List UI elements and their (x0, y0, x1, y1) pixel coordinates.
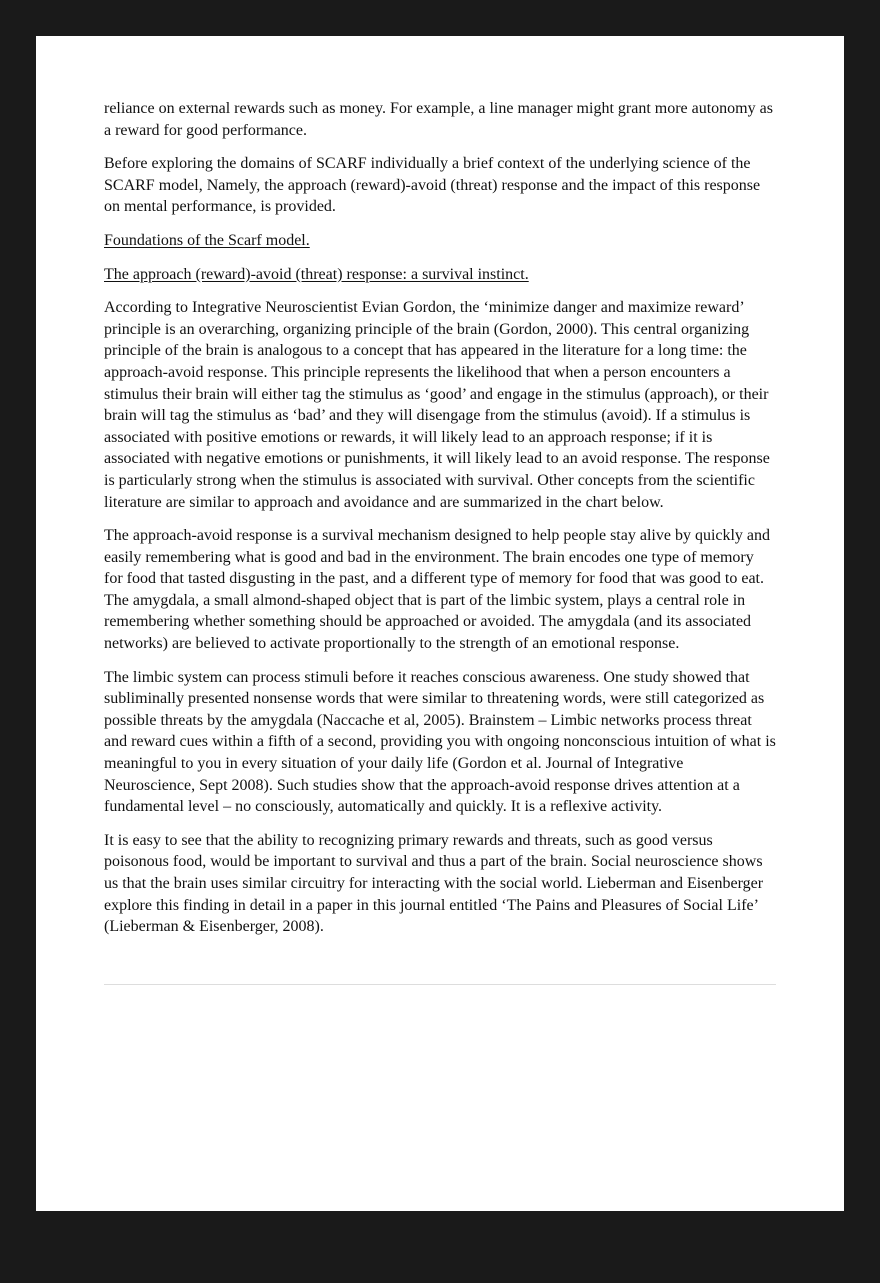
section-heading-approach-avoid: The approach (reward)-avoid (threat) response: a survival instinct. (104, 265, 529, 283)
document-page (36, 36, 844, 1211)
page-content (104, 98, 776, 985)
horizontal-divider (104, 984, 776, 985)
paragraph-social-neuroscience: It is easy to see that the ability to recognizing primary rewards and threats, such as good versus poisonous food, would be important to survival and thus a part of the brain. Social neuroscience shows us that the brain uses similar circuitry for interacting with the social world. Lieberman and Eisenberger explore this finding in detail in a paper in this journal entitled ‘The Pains and Pleasures of Social Life’ (Lieberman & Eisenberger, 2008). (104, 831, 764, 936)
paragraph-scarf-intro: Before exploring the domains of SCARF individually a brief context of the underlying science of the SCARF model, Namely, the approach (reward)-avoid (threat) response and the impact of this response on mental performance, is provided. (104, 155, 761, 216)
paragraph-survival-mechanism: The approach-avoid response is a survival mechanism designed to help people stay alive by quickly and easily remembering what is good and bad in the environment. The brain encodes one type of memory for food that tasted disgusting in the past, and a different type of memory for food that was good to eat. The amygdala, a small almond-shaped object that is part of the limbic system, plays a central role in remembering whether something should be approached or avoided. The amygdala (and its associated networks) are believed to activate proportionally to the strength of an emotional response. (104, 527, 771, 653)
paragraph-gordon-principle: According to Integrative Neuroscientist Evian Gordon, the ‘minimize danger and maximize reward’ principle is an overarching, organizing principle of the brain (Gordon, 2000). This central organizing principle of the brain is analogous to a concept that has appeared in the literature for a long time: the approach-avoid response. This principle represents the likelihood that when a person encounters a stimulus their brain will either tag the stimulus as ‘good’ and engage in the stimulus (approach), or their brain will tag the stimulus as ‘bad’ and they will disengage from the stimulus (avoid). If a stimulus is associated with positive emotions or rewards, it will likely lead to an approach response; if it is associated with negative emotions or punishments, it will likely lead to an avoid response. The response is particularly strong when the stimulus is associated with survival. Other concepts from the scientific literature are similar to approach and avoidance and are summarized in the chart below. (104, 299, 770, 511)
paragraph-rewards-continuation: reliance on external rewards such as money. For example, a line manager might grant more autonomy as a reward for good performance. (104, 100, 773, 139)
paragraph-limbic-system: The limbic system can process stimuli before it reaches conscious awareness. One study showed that subliminally presented nonsense words that were similar to threatening words, were still categorized as possible threats by the amygdala (Naccache et al, 2005). Brainstem – Limbic networks process threat and reward cues within a fifth of a second, providing you with ongoing nonconscious intuition of what is meaningful to you in every situation of your daily life (Gordon et al. Journal of Integrative Neuroscience, Sept 2008). Such studies show that the approach-avoid response drives attention at a fundamental level – no consciously, automatically and quickly. It is a reflexive activity. (104, 668, 776, 816)
section-heading-foundations: Foundations of the Scarf model. (104, 231, 310, 249)
